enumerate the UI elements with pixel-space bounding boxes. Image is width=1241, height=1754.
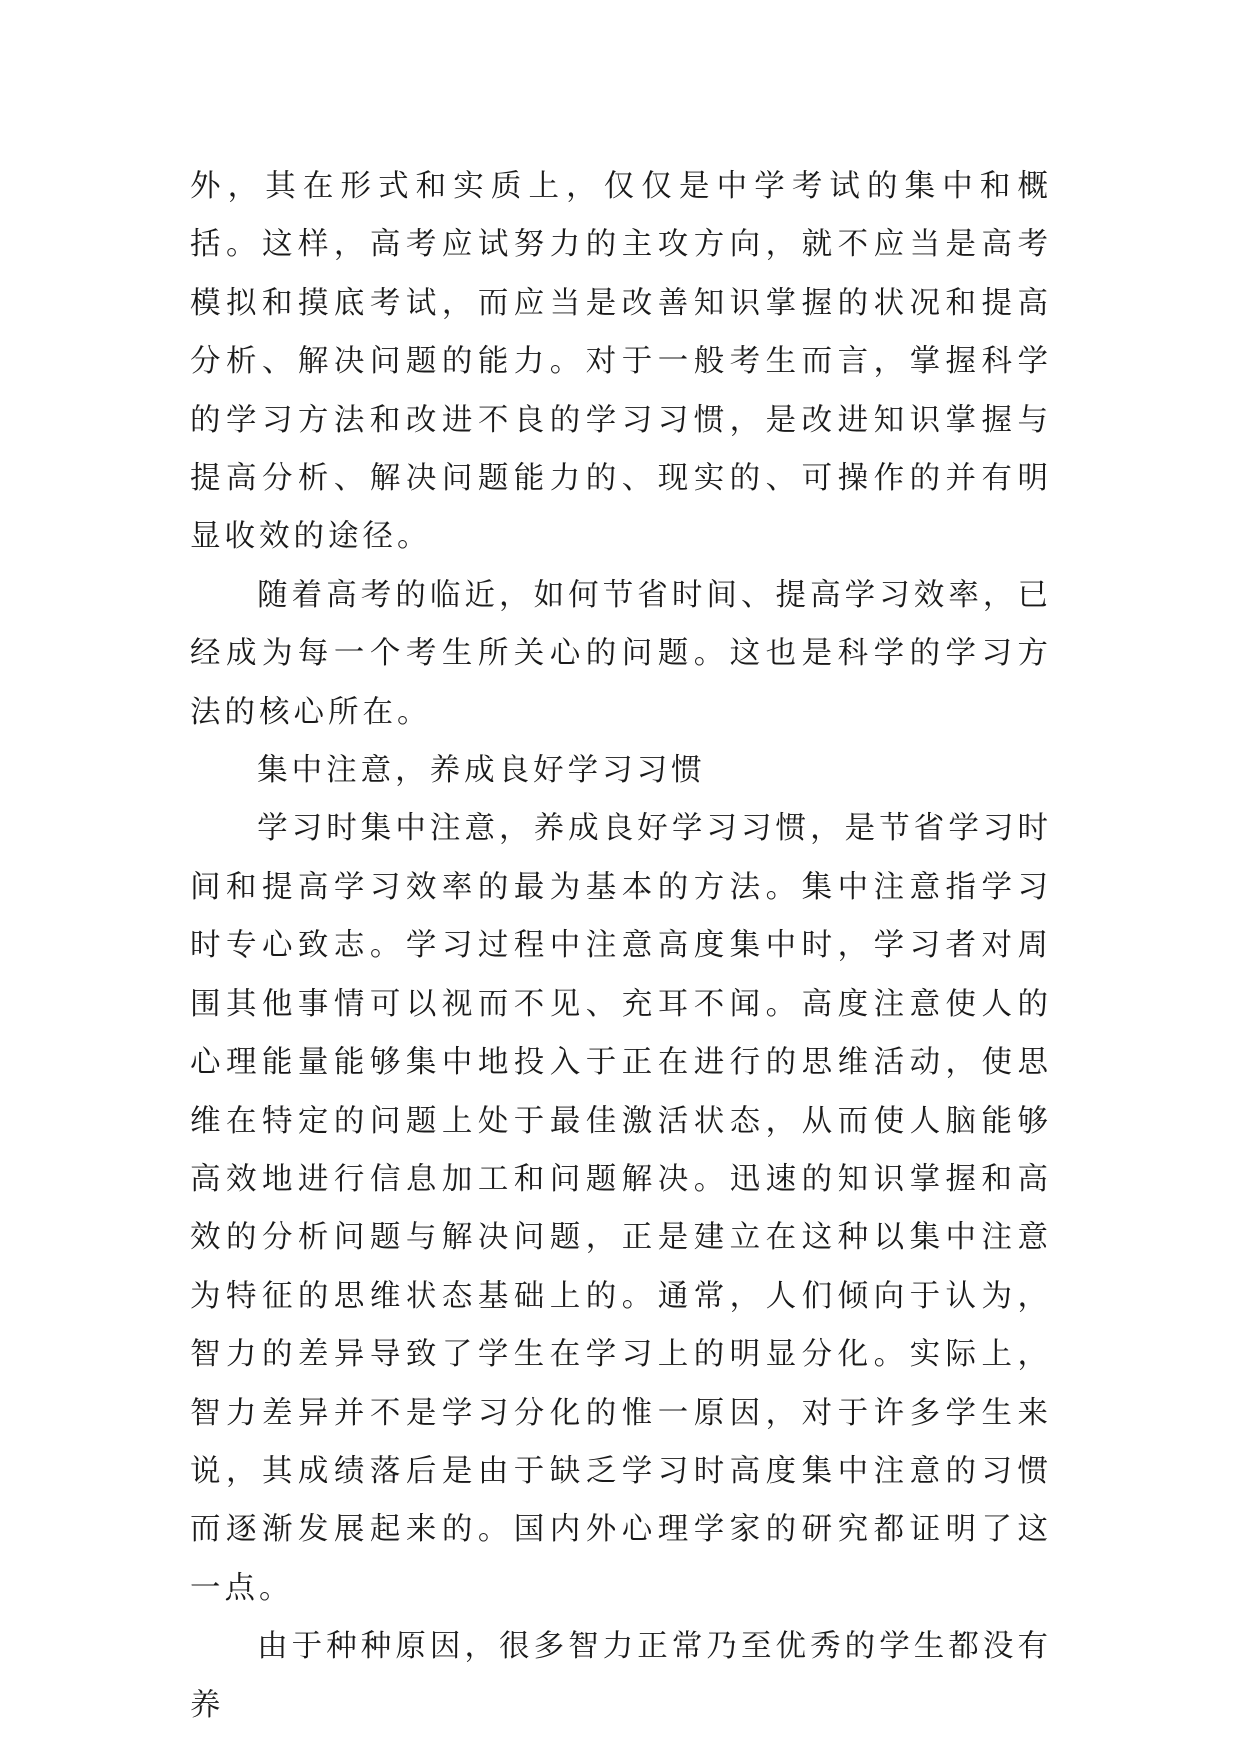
paragraph-3: 学习时集中注意，养成良好学习习惯，是节省学习时间和提高学习效率的最为基本的方法。集中注意指学习时专心致志。学习过程中注意高度集中时，学习者对周围其他事情可以视而不见、充耳不闻。高度注意使人的心理能量能够集中地投入于正在进行的思维活动，使思维在特定的问题上处于最佳激活状态，从而使人脑能够高效地进行信息加工和问题解决。迅速的知识掌握和高效的分析问题与解决问题，正是建立在这种以集中注意为特征的思维状态基础上的。通常，人们倾向于认为，智力的差异导致了学生在学习上的明显分化。实际上，智力差异并不是学习分化的惟一原因，对于许多学生来说，其成绩落后是由于缺乏学习时高度集中注意的习惯而逐渐发展起来的。国内外心理学家的研究都证明了这一点。 xyxy=(190,811,1052,1606)
section-heading: 集中注意，养成良好学习习惯 xyxy=(257,753,706,789)
body-text xyxy=(190,158,1052,1735)
paragraph-2: 随着高考的临近，如何节省时间、提高学习效率，已经成为每一个考生所关心的问题。这也是科学的学习方法的核心所在。 xyxy=(190,577,1052,730)
paragraph-1: 外，其在形式和实质上，仅仅是中学考试的集中和概括。这样，高考应试努力的主攻方向，就不应当是高考模拟和摸底考试，而应当是改善知识掌握的状况和提高分析、解决问题的能力。对于一般考生而言，掌握科学的学习方法和改进不良的学习习惯，是改进知识掌握与提高分析、解决问题能力的、现实的、可操作的并有明显收效的途径。 xyxy=(190,169,1052,555)
paragraph-4: 由于种种原因，很多智力正常乃至优秀的学生都没有养 xyxy=(190,1629,1052,1723)
